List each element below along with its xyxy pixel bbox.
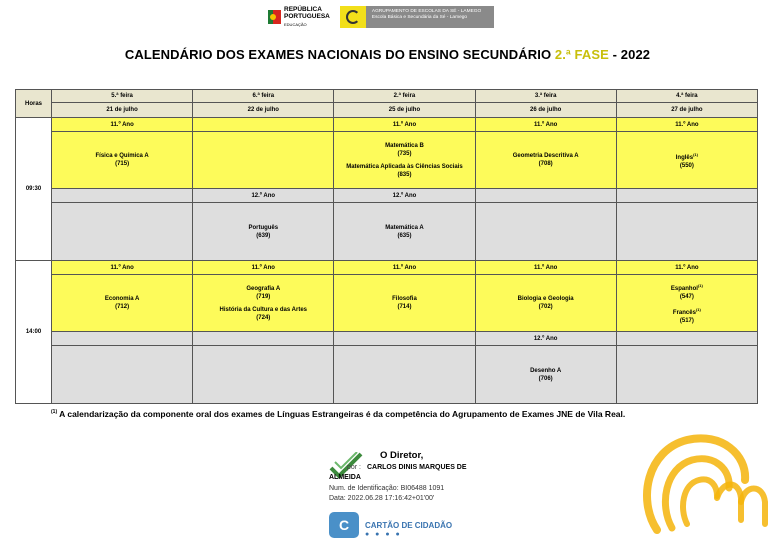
exam-name: Filosofia (392, 296, 417, 302)
exam-code: (702) (538, 304, 553, 310)
header-logos (268, 6, 494, 28)
year-label: 12.º Ano (334, 189, 475, 203)
republica-logo (268, 6, 330, 28)
exam-cell (475, 132, 616, 189)
year-label: 11.º Ano (193, 261, 334, 275)
day-date: 21 de julho (52, 103, 193, 118)
exam-name: Matemática B (385, 142, 424, 149)
exam-name: Espanhol (670, 285, 698, 292)
exam-cell (193, 203, 334, 261)
cartao-cidadao-icon: C (329, 512, 359, 538)
year-label-empty (52, 189, 193, 203)
year-label: 11.º Ano (334, 261, 475, 275)
day-date: 22 de julho (193, 103, 334, 118)
year-label: 11.º Ano (475, 118, 616, 132)
exam-cell (475, 346, 616, 404)
exam-cell (334, 275, 475, 332)
exam-name: Matemática A (385, 224, 424, 231)
republica-sub: EDUCAÇÃO (284, 22, 307, 27)
exam-name: Francês (672, 309, 696, 316)
title-main: CALENDÁRIO DOS EXAMES NACIONAIS DO ENSINO SECUNDÁRIO (124, 47, 552, 62)
year-label-empty (193, 332, 334, 346)
year-label-empty (616, 189, 757, 203)
day-weekday: 3.ª feira (475, 90, 616, 103)
footnote (51, 409, 625, 419)
exam-cell-empty (475, 203, 616, 261)
exam-name: Economia A (104, 296, 140, 302)
exam-cell-empty (52, 203, 193, 261)
exam-code: (547) (679, 293, 694, 300)
exam-code: (719) (256, 293, 271, 300)
exam-cell (616, 132, 757, 189)
exam-name: Inglês (675, 154, 694, 161)
exam-cell (193, 275, 334, 332)
exam-cell (334, 203, 475, 261)
exam-cell (52, 275, 193, 332)
watermark-logo-icon (627, 420, 775, 542)
horas-header: Horas (16, 90, 52, 118)
agrupamento-line2: Escola Básica e Secundária da Sé - Lamego (371, 15, 468, 20)
exam-code: (715) (115, 161, 130, 167)
portugal-flag-icon (268, 10, 281, 24)
exam-calendar-table (15, 89, 758, 404)
exam-cell-empty (616, 346, 757, 404)
signature-id: Num. de Identificação: BI06488 1091 (329, 485, 445, 492)
year-label-empty (52, 332, 193, 346)
footnote-text: A calendarização da componente oral dos exames de Línguas Estrangeiras é da competência do Agrupamento de Exames JNE de Vila Real. (57, 409, 626, 419)
exam-name: Física e Química A (95, 153, 149, 159)
agrupamento-emblem-icon (340, 6, 366, 28)
signature-by-label: por : (347, 464, 362, 471)
day-date: 27 de julho (616, 103, 757, 118)
year-label: 11.º Ano (475, 261, 616, 275)
exam-name: Matemática Aplicada às Ciências Sociais (346, 163, 463, 170)
year-label: 11.º Ano (52, 118, 193, 132)
year-label: 12.º Ano (475, 332, 616, 346)
exam-cell (616, 275, 757, 332)
exam-cell-empty (334, 346, 475, 404)
day-date: 26 de julho (475, 103, 616, 118)
cartao-label: CARTÃO DE CIDADÃO (365, 520, 453, 530)
agrupamento-logo (340, 6, 494, 28)
signature-name-cont: ALMEIDA (329, 474, 361, 481)
year-label: 11.º Ano (616, 261, 757, 275)
year-label-empty (475, 189, 616, 203)
exam-code: (635) (397, 232, 412, 239)
republica-line2: PORTUGUESA (284, 13, 330, 20)
signature-name: CARLOS DINIS MARQUES DE (366, 464, 467, 471)
footnote-marker: (1) (51, 409, 58, 416)
republica-line1: REPÚBLICA (284, 6, 322, 13)
exam-code: (517) (679, 317, 694, 324)
day-date: 25 de julho (334, 103, 475, 118)
year-label: 11.º Ano (334, 118, 475, 132)
exam-code: (714) (397, 304, 412, 310)
year-label: 11.º Ano (616, 118, 757, 132)
day-weekday: 6.ª feira (193, 90, 334, 103)
exam-cell-empty (616, 203, 757, 261)
day-weekday: 2.ª feira (334, 90, 475, 103)
day-weekday: 4.ª feira (616, 90, 757, 103)
exam-cell (475, 275, 616, 332)
exam-cell (52, 132, 193, 189)
exam-code: (550) (679, 162, 694, 169)
exam-cell-empty (193, 132, 334, 189)
page-title (0, 47, 775, 62)
exam-cell (334, 132, 475, 189)
year-label-empty (334, 332, 475, 346)
footnote-ref: (1) (693, 151, 698, 157)
exam-name: Geografia A (246, 285, 281, 292)
exam-code: (835) (397, 171, 412, 178)
exam-cell-empty (193, 346, 334, 404)
exam-code: (639) (256, 232, 271, 239)
day-weekday: 5.ª feira (52, 90, 193, 103)
signature-date: Data: 2022.06.28 17:16:42+01'00' (329, 495, 435, 502)
title-sep: - (608, 47, 621, 62)
year-label-empty (616, 332, 757, 346)
year-label: 12.º Ano (193, 189, 334, 203)
exam-code: (724) (256, 314, 271, 321)
cartao-cidadao-logo (329, 512, 452, 538)
year-label-empty (193, 118, 334, 132)
exam-code: (708) (538, 161, 553, 167)
title-phase: 2.ª FASE (554, 47, 609, 62)
footnote-ref: (1) (695, 306, 701, 312)
exam-code: (712) (115, 304, 130, 310)
exam-name: Português (248, 224, 279, 231)
agrupamento-line1: AGRUPAMENTO DE ESCOLAS DA SÉ - LAMEGO (371, 9, 482, 14)
time-afternoon: 14:00 (16, 261, 52, 404)
footnote-ref: (1) (697, 282, 703, 288)
time-morning: 09:30 (16, 118, 52, 261)
exam-name: Geometria Descritiva A (512, 153, 579, 159)
exam-name: História da Cultura e das Artes (219, 306, 308, 313)
exam-name: Biologia e Geologia (517, 296, 574, 302)
year-label: 11.º Ano (52, 261, 193, 275)
exam-code: (706) (538, 375, 553, 382)
exam-cell-empty (52, 346, 193, 404)
cartao-dots: ● ● ● ● (365, 531, 402, 538)
title-year: 2022 (620, 47, 651, 62)
exam-code: (735) (397, 150, 412, 157)
exam-name: Desenho A (530, 367, 562, 374)
signature-title: O Diretor, (380, 450, 424, 461)
